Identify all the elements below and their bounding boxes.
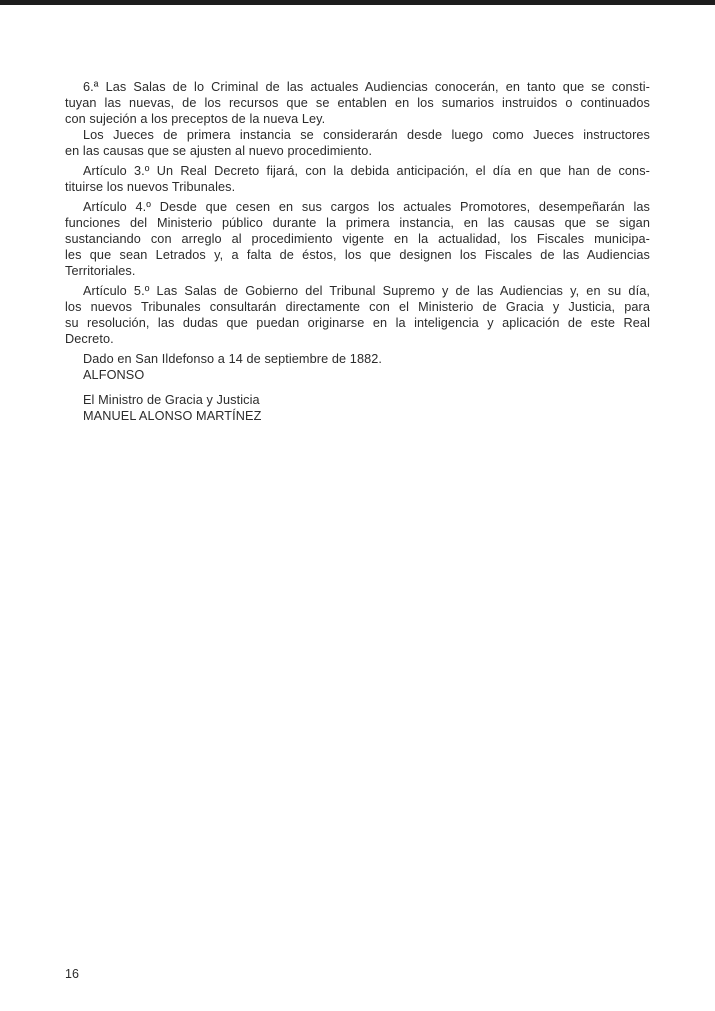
text-line: Decreto. [65, 332, 114, 346]
text-line: en las causas que se ajusten al nuevo procedimiento. [65, 144, 373, 158]
text-line: con sujeción a los preceptos de la nueva Ley. [65, 112, 326, 126]
paragraph-fecha-y-firma-rey [65, 351, 650, 383]
paragraph-articulo-3 [65, 163, 650, 195]
document-text [65, 79, 650, 424]
text-line: los nuevos Tribunales consultarán directamente con el Ministerio de Gracia y Justicia, para [65, 300, 650, 314]
paragraph-articulo-4 [65, 199, 650, 279]
text-line: funciones del Ministerio público durante la primera instancia, en las causas que se sigan [65, 216, 650, 230]
text-line: Dado en San Ildefonso a 14 de septiembre de 1882. [83, 352, 383, 366]
text-line: ALFONSO [83, 368, 145, 382]
paragraph-clausula-6 [65, 79, 650, 127]
text-line: tuyan las nuevas, de los recursos que se entablen en los sumarios instruidos o continuados [65, 96, 650, 110]
paragraph-articulo-5 [65, 283, 650, 347]
text-line: MANUEL ALONSO MARTÍNEZ [83, 409, 262, 423]
text-line: Territoriales. [65, 264, 136, 278]
text-line: su resolución, las dudas que puedan originarse en la inteligencia y aplicación de este Real [65, 316, 650, 330]
text-line: tituirse los nuevos Tribunales. [65, 180, 236, 194]
text-line: sustanciando con arreglo al procedimiento vigente en la actualidad, los Fiscales municipa- [65, 232, 650, 246]
paragraph-jueces-instructores [65, 127, 650, 159]
text-line: El Ministro de Gracia y Justicia [83, 393, 260, 407]
scan-edge-bar [0, 0, 715, 5]
text-line: 6.ª Las Salas de lo Criminal de las actuales Audiencias conocerán, en tanto que se consti- [83, 80, 650, 94]
text-line: Los Jueces de primera instancia se considerarán desde luego como Jueces instructores [83, 128, 650, 142]
text-line: Artículo 4.º Desde que cesen en sus cargos los actuales Promotores, desempeñarán las [83, 200, 650, 214]
paragraph-firma-ministro [65, 392, 650, 424]
text-line: Artículo 5.º Las Salas de Gobierno del Tribunal Supremo y de las Audiencias y, en su día, [83, 284, 650, 298]
page-number: 16 [65, 967, 79, 981]
text-line: les que sean Letrados y, a falta de éstos, los que designen los Fiscales de las Audiencias [65, 248, 650, 262]
text-line: Artículo 3.º Un Real Decreto fijará, con la debida anticipación, el día en que han de cons- [83, 164, 650, 178]
